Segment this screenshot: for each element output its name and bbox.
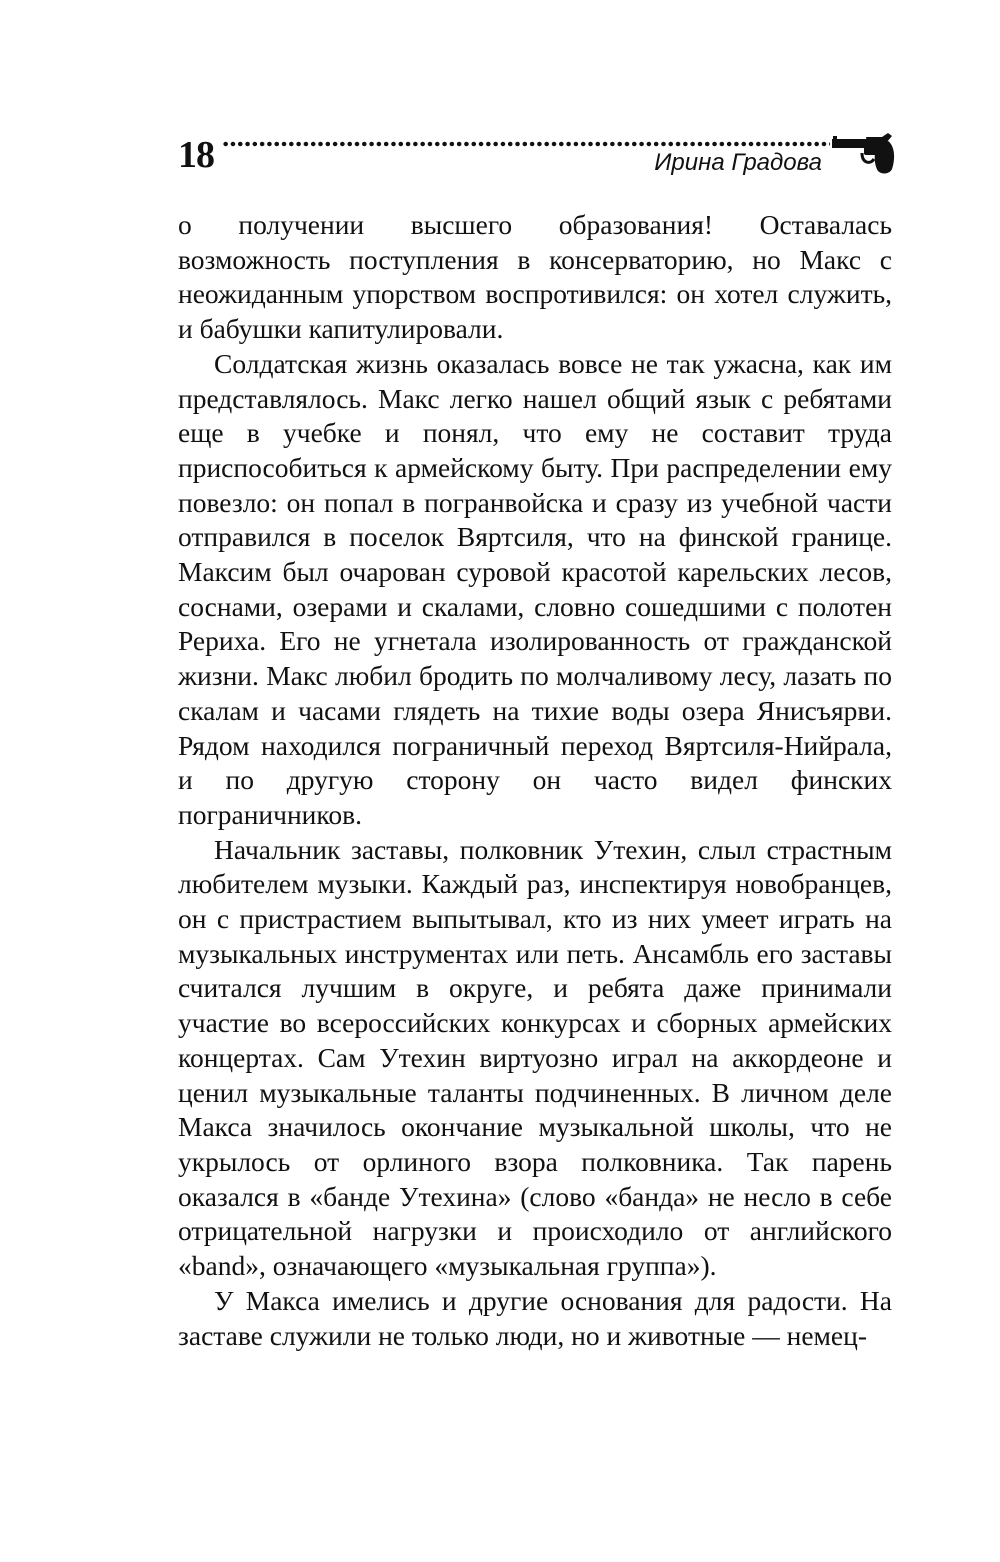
revolver-icon [832,133,896,175]
running-title: Ирина Градова [654,149,822,176]
paragraph: о получении высшего образования! Оставалась возможность поступления в консерваторию, но Макс с неожиданным упорством воспротивился: он хотел служить, и бабушки капитулировали. [178,209,892,345]
page-number: 18 [178,134,214,176]
header-dotted-rule [222,141,830,147]
body-text [178,208,892,1353]
paragraph: Солдатская жизнь оказалась вовсе не так ужасна, как им представлялось. Макс легко нашел общий язык с ребятами еще в учебке и понял, что ему не составит труда приспособиться к армейскому быту. При распределении ему повезло: он попал в погранвойска и сразу из учебной части отправился в поселок Вяртсиля, что на финской границе. Максим был очарован суровой красотой карельских лесов, соснами, озерами и скалами, словно сошедшими с полотен Рериха. Его не угнетала изолированность от гражданской жизни. Макс любил бродить по молчаливому лесу, лазать по скалам и часами глядеть на тихие воды озера Янисъярви. Рядом находился пограничный переход Вяртсиля-Нийрала, и по другую сторону он часто видел финских пограничников. [178,347,892,830]
paragraph: У Макса имелись и другие основания для радости. На заставе служили не только люди, но и животные — немец- [178,1284,892,1351]
paragraph: Начальник заставы, полковник Утехин, слыл страстным любителем музыки. Каждый раз, инспектируя новобранцев, он с пристрастием выпытывал, кто из них умеет играть на музыкальных инструментах или петь. Ансамбль его заставы считался лучшим в округе, и ребята даже принимали участие во всероссийских конкурсах и сборных армейских концертах. Сам Утехин виртуозно играл на аккордеоне и ценил музыкальные таланты подчиненных. В личном деле Макса значилось окончание музыкальной школы, что не укрылось от орлиного взора полковника. Так парень оказался в «банде Утехина» (слово «банда» не несло в себе отрицательной нагрузки и происходило от английского «band», означающего «музыкальная группа»). [178,833,892,1282]
